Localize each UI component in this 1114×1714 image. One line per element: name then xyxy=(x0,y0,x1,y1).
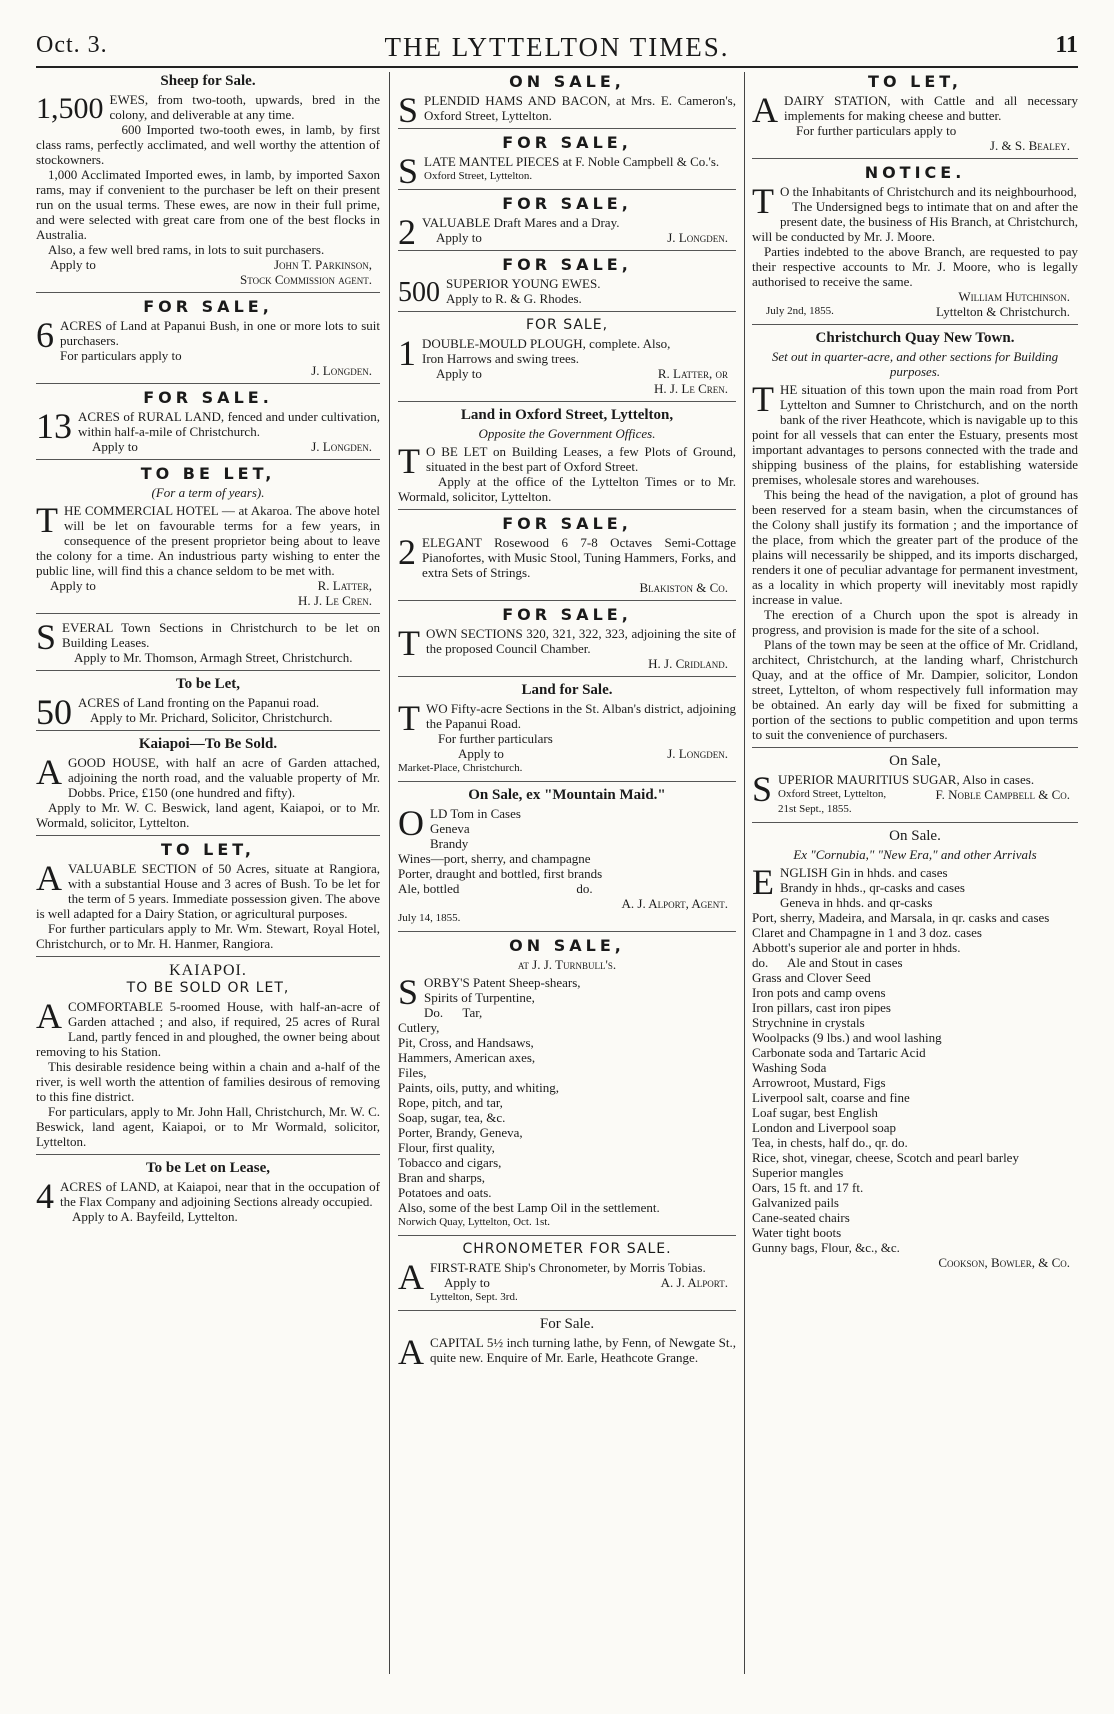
ad-heading: CHRONOMETER FOR SALE. xyxy=(462,1241,672,1257)
ad-apply: Apply to xyxy=(50,257,96,272)
ad-slate-mantel xyxy=(398,135,736,190)
ad-signature: Blakiston & Co. xyxy=(639,580,728,595)
ad-drop-cap: T xyxy=(398,441,420,481)
ad-apply: Apply to xyxy=(92,439,138,454)
ad-heading: FOR SALE. xyxy=(143,388,273,407)
ad-heading: Christchurch Quay New Town. xyxy=(815,330,1015,346)
ad-signature: J. Longden. xyxy=(311,439,372,454)
ad-pianofortes xyxy=(398,516,736,601)
ad-item: Tobacco and cigars, xyxy=(398,1155,502,1170)
column-rule xyxy=(389,72,390,1674)
ad-item: Paints, oils, putty, and whiting, xyxy=(398,1080,559,1095)
ad-item: Oars, 15 ft. and 17 ft. xyxy=(752,1180,864,1195)
ad-apply: Apply to xyxy=(436,230,482,245)
ad-item: Washing Soda xyxy=(752,1060,827,1075)
ad-signature: William Hutchinson. xyxy=(958,289,1070,304)
ad-text: This being the head of the navigation, a plot of ground has been reserved for a steam basin, when the circumstances of the Colony shall justify its formation ; and the importance of the place, from which the greater part of the produce of the plains will necessarily be shipped, and its imports discharged, renders it one of peculiar advantage for permanent investment, as a locality in which property will inevitably most rapidly increase in value. xyxy=(752,487,1078,607)
ad-text: OWN SECTIONS 320, 321, 322, 323, adjoining the site of the proposed Council Chamber. xyxy=(426,626,736,656)
ad-signature: J. Longden. xyxy=(311,363,372,378)
ad-text: The Undersigned begs to intimate that on and after the present date, the business of His Branch, at Christchurch, will be conducted by Mr. J. Moore. xyxy=(752,199,1078,244)
ad-apply: Apply to xyxy=(444,1275,490,1290)
column-left xyxy=(36,72,380,1704)
ad-big-number: 500 xyxy=(398,277,440,308)
ad-item: Files, xyxy=(398,1065,427,1080)
ad-drop-cap: T xyxy=(36,500,58,540)
ad-text: LATE MANTEL PIECES at F. Noble Campbell & Co.'s. xyxy=(424,154,720,169)
ad-item: Ale, bottled do. xyxy=(398,881,593,896)
ad-heading: On Sale. xyxy=(889,828,941,844)
ad-heading: KAIAPOI. xyxy=(169,962,247,979)
ad-signature: H. J. Le Cren. xyxy=(297,593,372,608)
ad-subheading: Opposite the Government Offices. xyxy=(478,426,656,441)
page-number: 11 xyxy=(1055,32,1078,58)
ad-item: Brandy in hhds., qr-casks and cases xyxy=(780,880,965,895)
ad-item: Woolpacks (9 lbs.) and wool lashing xyxy=(752,1030,942,1045)
ad-heading: FOR SALE, xyxy=(502,194,632,213)
ad-item: Carbonate soda and Tartaric Acid xyxy=(752,1045,926,1060)
column-middle xyxy=(398,72,736,1704)
ad-text: For further particulars apply to xyxy=(796,123,957,138)
ad-item: Wines—port, sherry, and champagne xyxy=(398,851,591,866)
ad-text: ELEGANT Rosewood 6 7-8 Octaves Semi-Cottage Pianofortes, with Music Stool, Tuning Hammers, Forks, and extra Sets of Strings. xyxy=(422,535,736,580)
ad-item: Porter, Brandy, Geneva, xyxy=(398,1125,523,1140)
ad-heading: ON SALE, xyxy=(509,936,625,955)
ad-turnbull xyxy=(398,938,736,1236)
ad-text: This desirable residence being within a chain and a-half of the river, is well worth the attention of families desirous of removing to this fine district. xyxy=(36,1059,380,1104)
ad-text: ORBY'S Patent Sheep-shears, xyxy=(424,975,581,990)
ad-item: Flour, first quality, xyxy=(398,1140,495,1155)
ad-text: EWES, from two-tooth, upwards, bred in the colony, and deliverable at any time. xyxy=(109,92,380,122)
ad-turning-lathe xyxy=(398,1317,736,1370)
ad-heading: FOR SALE, xyxy=(502,255,632,274)
ad-drop-cap: T xyxy=(752,181,774,221)
ad-text: Iron Harrows and swing trees. xyxy=(422,351,580,366)
ad-item: Do. Tar, xyxy=(424,1005,483,1020)
ad-town-sections-christchurch xyxy=(36,617,380,671)
ad-item: Arrowroot, Mustard, Figs xyxy=(752,1075,886,1090)
ad-drop-cap: A xyxy=(36,858,62,898)
ad-dateline: Market-Place, Christchurch. xyxy=(398,762,523,774)
ad-item: Geneva in hhds. and qr-casks xyxy=(780,895,933,910)
ad-dateline: Norwich Quay, Lyttelton, Oct. 1st. xyxy=(398,1216,551,1228)
ad-heading: On Sale, ex "Mountain Maid." xyxy=(468,787,666,803)
ad-signature: Cookson, Bowler, & Co. xyxy=(938,1255,1070,1270)
ad-christchurch-quay xyxy=(752,331,1078,748)
ad-text: Apply to Mr. Prichard, Solicitor, Christchurch. xyxy=(90,710,333,725)
ad-big-number: 4 xyxy=(36,1176,54,1216)
ad-item: Porter, draught and bottled, first brands xyxy=(398,866,603,881)
ad-apply: Apply to R. & G. Rhodes. xyxy=(446,291,582,306)
ad-heading: FOR SALE, xyxy=(525,317,609,333)
ad-hams-bacon xyxy=(398,74,736,129)
ad-kaiapoi-house xyxy=(36,737,380,836)
ad-text: ACRES of Land at Papanui Bush, in one or more lots to suit purchasers. xyxy=(60,318,380,348)
ad-text: The erection of a Church upon the spot is already in progress, and provision is made for the site of a school. xyxy=(752,607,1078,637)
ad-item: Claret and Champagne in 1 and 3 doz. cases xyxy=(752,925,982,940)
ad-text: Apply to A. Bayfeild, Lyttelton. xyxy=(72,1209,238,1224)
ad-text: Apply to Mr. Thomson, Armagh Street, Christchurch. xyxy=(74,650,353,665)
ad-text: Also, some of the best Lamp Oil in the settlement. xyxy=(398,1200,660,1215)
ad-apply: Apply to xyxy=(458,746,504,761)
ad-item: Iron pillars, cast iron pipes xyxy=(752,1000,891,1015)
ad-heading: Kaiapoi—To Be Sold. xyxy=(138,736,278,752)
ad-heading: FOR SALE, xyxy=(502,133,632,152)
ad-text: ACRES of Land fronting on the Papanui road. xyxy=(78,695,320,710)
ad-signature: J. Longden. xyxy=(667,230,728,245)
ad-item: London and Liverpool soap xyxy=(752,1120,897,1135)
ad-fifty-acres xyxy=(36,677,380,731)
ad-dateline: Lyttelton, Sept. 3rd. xyxy=(430,1291,518,1303)
ad-kaiapoi-lease xyxy=(36,1161,380,1229)
ad-heading: Land for Sale. xyxy=(521,682,613,698)
ad-text: UPERIOR MAURITIUS SUGAR, Also in cases. xyxy=(778,772,1035,787)
ad-mauritius-sugar xyxy=(752,754,1078,823)
ad-item: Hammers, American axes, xyxy=(398,1050,536,1065)
ad-signature: J. Longden. xyxy=(667,746,728,761)
ad-plough xyxy=(398,318,736,402)
ad-heading: ON SALE, xyxy=(509,72,625,91)
ad-drop-cap: S xyxy=(398,972,419,1012)
ad-text: ACRES of RURAL LAND, fenced and under cultivation, within half-a-mile of Christchurch. xyxy=(78,409,380,439)
ad-signature: R. Latter, or xyxy=(657,366,728,381)
ad-text: EVERAL Town Sections in Christchurch to be let on Building Leases. xyxy=(62,620,380,650)
ad-item: Brandy xyxy=(430,836,469,851)
ad-item: Strychnine in crystals xyxy=(752,1015,865,1030)
ad-text: FIRST-RATE Ship's Chronometer, by Morris Tobias. xyxy=(430,1260,706,1275)
masthead xyxy=(36,30,1078,68)
ad-item: Cutlery, xyxy=(398,1020,440,1035)
ad-text: WO Fifty-acre Sections in the St. Alban's district, adjoining the Papanui Road. xyxy=(426,701,736,731)
ad-signature: A. J. Alport, Agent. xyxy=(621,896,728,911)
ad-text: O the Inhabitants of Christchurch and its neighbourhood, xyxy=(780,184,1077,199)
ad-text: LD Tom in Cases xyxy=(430,806,521,821)
ad-item: Loaf sugar, best English xyxy=(752,1105,878,1120)
ad-big-number: 1,500 xyxy=(36,92,104,125)
ad-papanui-acres xyxy=(36,299,380,384)
ad-sheep-for-sale xyxy=(36,74,380,293)
column-right xyxy=(752,72,1078,1704)
ad-item: Pit, Cross, and Handsaws, xyxy=(398,1035,534,1050)
ad-item: Potatoes and oats. xyxy=(398,1185,492,1200)
ad-item: Cane-seated chairs xyxy=(752,1210,850,1225)
ad-item: Gunny bags, Flour, &c., &c. xyxy=(752,1240,900,1255)
ad-drop-cap: A xyxy=(36,752,62,792)
ad-heading: For Sale. xyxy=(539,1316,595,1332)
ad-text: COMFORTABLE 5-roomed House, with half-an-acre of Garden attached ; and also, if required, 25 acres of Rural Land, partly fenced in and ploughed, the owner being about removing to his Station. xyxy=(36,999,380,1059)
ad-drop-cap: A xyxy=(36,996,62,1036)
ad-text: VALUABLE SECTION of 50 Acres, situate at Rangiora, with a substantial House and 3 acres of Bush. To be let for the term of 5 years. Immediate possession given. The above is well adapted for a Dairy Station, or agricultural purposes. xyxy=(36,861,380,921)
ad-item: Spirits of Turpentine, xyxy=(424,990,535,1005)
ad-oxford-street-land xyxy=(398,408,736,510)
ad-big-number: 6 xyxy=(36,315,54,355)
ad-big-number: 1 xyxy=(398,333,416,373)
ad-signature: H. J. Le Cren. xyxy=(653,381,728,396)
ad-item: Soap, sugar, tea, &c. xyxy=(398,1110,506,1125)
ad-item: Rice, shot, vinegar, cheese, Scotch and pearl barley xyxy=(752,1150,1019,1165)
ad-text: For particulars, apply to Mr. John Hall, Christchurch, Mr. W. C. Beswick, land agent, Kaiapoi, or to Mr Wormald, solicitor, Lyttelton. xyxy=(36,1104,380,1149)
ad-old-tom xyxy=(398,788,736,932)
ad-big-number: 13 xyxy=(36,406,72,446)
ad-big-number: 50 xyxy=(36,692,72,732)
ad-dateline: Oxford Street, Lyttelton, xyxy=(778,788,887,800)
ad-dateline: Oxford Street, Lyttelton. xyxy=(424,170,533,182)
ad-text: For particulars apply to xyxy=(60,348,182,363)
ad-drop-cap: T xyxy=(752,379,774,419)
ad-item: Superior mangles xyxy=(752,1165,844,1180)
ad-heading: FOR SALE, xyxy=(502,605,632,624)
ad-signature: A. J. Alport. xyxy=(660,1275,728,1290)
ad-subheading: Set out in quarter-acre, and other sections for Building purposes. xyxy=(771,349,1059,379)
ad-signature: H. J. Cridland. xyxy=(648,656,728,671)
ad-heading: FOR SALE, xyxy=(502,514,632,533)
ad-heading: TO BE LET, xyxy=(140,464,276,483)
newspaper-title: THE LYTTELTON TIMES. xyxy=(384,32,730,62)
ad-text: Plans of the town may be seen at the office of Mr. Cridland, architect, Christchurch, at the landing wharf, Christchurch Quay, and at the office of Mr. Dampier, solicitor, London street, Lyttelton, of whom respectively full information may be obtained. An early day will be fixed for submitting a portion of the sections to public competition and upon terms to suit the convenience of purchasers. xyxy=(752,637,1078,742)
ad-subheading: Ex "Cornubia," "New Era," and other Arrivals xyxy=(793,847,1037,862)
ad-text: SUPERIOR YOUNG EWES. xyxy=(446,276,601,291)
ad-item: Grass and Clover Seed xyxy=(752,970,871,985)
ad-notice xyxy=(752,165,1078,325)
ad-heading: TO LET, xyxy=(868,72,962,91)
ad-subheading: (For a term of years). xyxy=(151,485,265,500)
ad-drop-cap: O xyxy=(398,803,424,843)
ad-item: Port, sherry, Madeira, and Marsala, in qr. casks and cases xyxy=(752,910,1050,925)
ad-signature: R. Latter, xyxy=(317,578,372,593)
ad-dairy-station xyxy=(752,74,1078,159)
ad-item: do. Ale and Stout in cases xyxy=(752,955,903,970)
ad-item: Bran and sharps, xyxy=(398,1170,486,1185)
ad-heading: To be Let on Lease, xyxy=(145,1160,271,1176)
ad-drop-cap: T xyxy=(398,623,420,663)
ad-on-sale-arrivals xyxy=(752,829,1078,1275)
ad-text: NGLISH Gin in hhds. and cases xyxy=(780,865,948,880)
ad-drop-cap: S xyxy=(752,769,773,809)
ad-text: DAIRY STATION, with Cattle and all necessary implements for making cheese and butter. xyxy=(784,93,1078,123)
ad-signature: Stock Commission agent. xyxy=(240,272,372,287)
ad-heading: On Sale, xyxy=(889,753,941,769)
ad-commercial-hotel xyxy=(36,466,380,614)
ad-text: PLENDID HAMS AND BACON, at Mrs. E. Cameron's, Oxford Street, Lyttelton. xyxy=(424,93,736,123)
ad-drop-cap: E xyxy=(752,862,774,902)
ad-text: O BE LET on Building Leases, a few Plots of Ground, situated in the best part of Oxford Street. xyxy=(426,444,736,474)
ad-text: CAPITAL 5½ inch turning lathe, by Fenn, of Newgate St., quite new. Enquire of Mr. Earle, Heathcote Grange. xyxy=(430,1335,736,1365)
ad-item: Iron pots and camp ovens xyxy=(752,985,886,1000)
ad-signature: J. & S. Bealey. xyxy=(989,138,1070,153)
ad-subheading: TO BE SOLD OR LET, xyxy=(126,980,290,996)
ad-item: Galvanized pails xyxy=(752,1195,839,1210)
ad-text: For further particulars xyxy=(438,731,553,746)
ad-land-for-sale xyxy=(398,683,736,782)
ad-text: 600 Imported two-tooth ewes, in lamb, by first class rams, perfectly acclimated, and well worthy the attention of stockowners. xyxy=(36,122,380,167)
ad-heading: TO LET, xyxy=(161,840,255,859)
ad-dateline: 21st Sept., 1855. xyxy=(778,803,852,815)
ad-chronometer xyxy=(398,1242,736,1311)
ad-big-number: 2 xyxy=(398,532,416,572)
ad-kaiapoi-cottage xyxy=(36,963,380,1155)
ad-text: Apply to Mr. W. C. Beswick, land agent, Kaiapoi, or to Mr. Wormald, solicitor, Lyttelton. xyxy=(36,800,380,830)
ad-heading: Sheep for Sale. xyxy=(160,73,256,89)
ad-subheading: at J. J. Turnbull's. xyxy=(517,957,617,972)
ad-text: DOUBLE-MOULD PLOUGH, complete. Also, xyxy=(422,336,671,351)
ad-item: Liverpool salt, coarse and fine xyxy=(752,1090,910,1105)
ad-item: Abbott's superior ale and porter in hhds. xyxy=(752,940,961,955)
ad-drop-cap: A xyxy=(752,90,778,130)
ad-text: Parties indebted to the above Branch, are requested to pay their respective accounts to Mr. J. Moore, who is legally authorised to receive the same. xyxy=(752,244,1078,289)
ad-item: Water tight boots xyxy=(752,1225,842,1240)
ad-signature: Lyttelton & Christchurch. xyxy=(936,304,1070,319)
ad-text: ACRES of LAND, at Kaiapoi, near that in the occupation of the Flax Company and adjoining Sections already occupied. xyxy=(60,1179,380,1209)
ad-text: For further particulars apply to Mr. Wm. Stewart, Royal Hotel, Christchurch, or to Mr. H. Hanmer, Rangiora. xyxy=(36,921,380,951)
ad-item: Rope, pitch, and tar, xyxy=(398,1095,503,1110)
ad-young-ewes xyxy=(398,257,736,312)
ad-rangiora-section xyxy=(36,842,380,957)
ad-item: Geneva xyxy=(430,821,470,836)
ad-text: 1,000 Acclimated Imported ewes, in lamb, by imported Saxon rams, may if convenient to the purchaser be left on their present run on the usual terms. These ewes, are now in their full prime, and were selected with great care from one of the best flocks in Australia. xyxy=(36,167,380,242)
ad-apply: Apply to xyxy=(50,578,96,593)
ad-drop-cap: S xyxy=(36,617,57,657)
ad-rural-land xyxy=(36,390,380,460)
column-rule xyxy=(744,72,745,1674)
ad-big-number: 2 xyxy=(398,212,416,252)
ad-apply: Apply to xyxy=(436,366,482,381)
ad-drop-cap: S xyxy=(398,151,419,191)
ad-text: VALUABLE Draft Mares and a Dray. xyxy=(422,215,620,230)
ad-heading: Land in Oxford Street, Lyttelton, xyxy=(460,407,674,423)
ad-heading: FOR SALE, xyxy=(143,297,273,316)
ad-dateline: July 2nd, 1855. xyxy=(766,305,834,317)
ad-item: Tea, in chests, half do., qr. do. xyxy=(752,1135,908,1150)
ad-drop-cap: A xyxy=(398,1332,424,1372)
ad-dateline: July 14, 1855. xyxy=(398,912,461,924)
ad-text: Apply at the office of the Lyttelton Times or to Mr. Wormald, solicitor, Lyttelton. xyxy=(398,474,736,504)
ad-drop-cap: S xyxy=(398,90,419,130)
ad-signature: F. Noble Campbell & Co. xyxy=(935,787,1070,802)
ad-signature: John T. Parkinson, xyxy=(273,257,372,272)
ad-text: GOOD HOUSE, with half an acre of Garden attached, adjoining the north road, and the valuable property of Mr. Dobbs. Price, £150 (one hundred and fifty). xyxy=(68,755,380,800)
ad-text: Also, a few well bred rams, in lots to suit purchasers. xyxy=(48,242,325,257)
issue-date: Oct. 3. xyxy=(36,32,108,58)
ad-drop-cap: A xyxy=(398,1257,424,1297)
ad-text: HE COMMERCIAL HOTEL — at Akaroa. The above hotel will be let on favourable terms for a few years, in consequence of the present proprietor being about to leave the colony for a time. An industrious party wishing to enter the public line, will find this a chance seldom to be met with. xyxy=(36,503,380,578)
ad-drop-cap: T xyxy=(398,698,420,738)
ad-draft-mares xyxy=(398,196,736,251)
ad-heading: NOTICE. xyxy=(864,163,966,182)
ad-town-sections xyxy=(398,607,736,677)
ad-text: HE situation of this town upon the main road from Port Lyttelton and Sumner to Christchurch, and on the north bank of the river Heathcote, which is navigable up to this point for all vessels that can enter the Estuary, presents most important advantages to persons connected with the trade and shipping business of the plains, for establishing waterside premises, wholesale stores and warehouses. xyxy=(752,382,1078,487)
ad-heading: To be Let, xyxy=(175,676,241,692)
